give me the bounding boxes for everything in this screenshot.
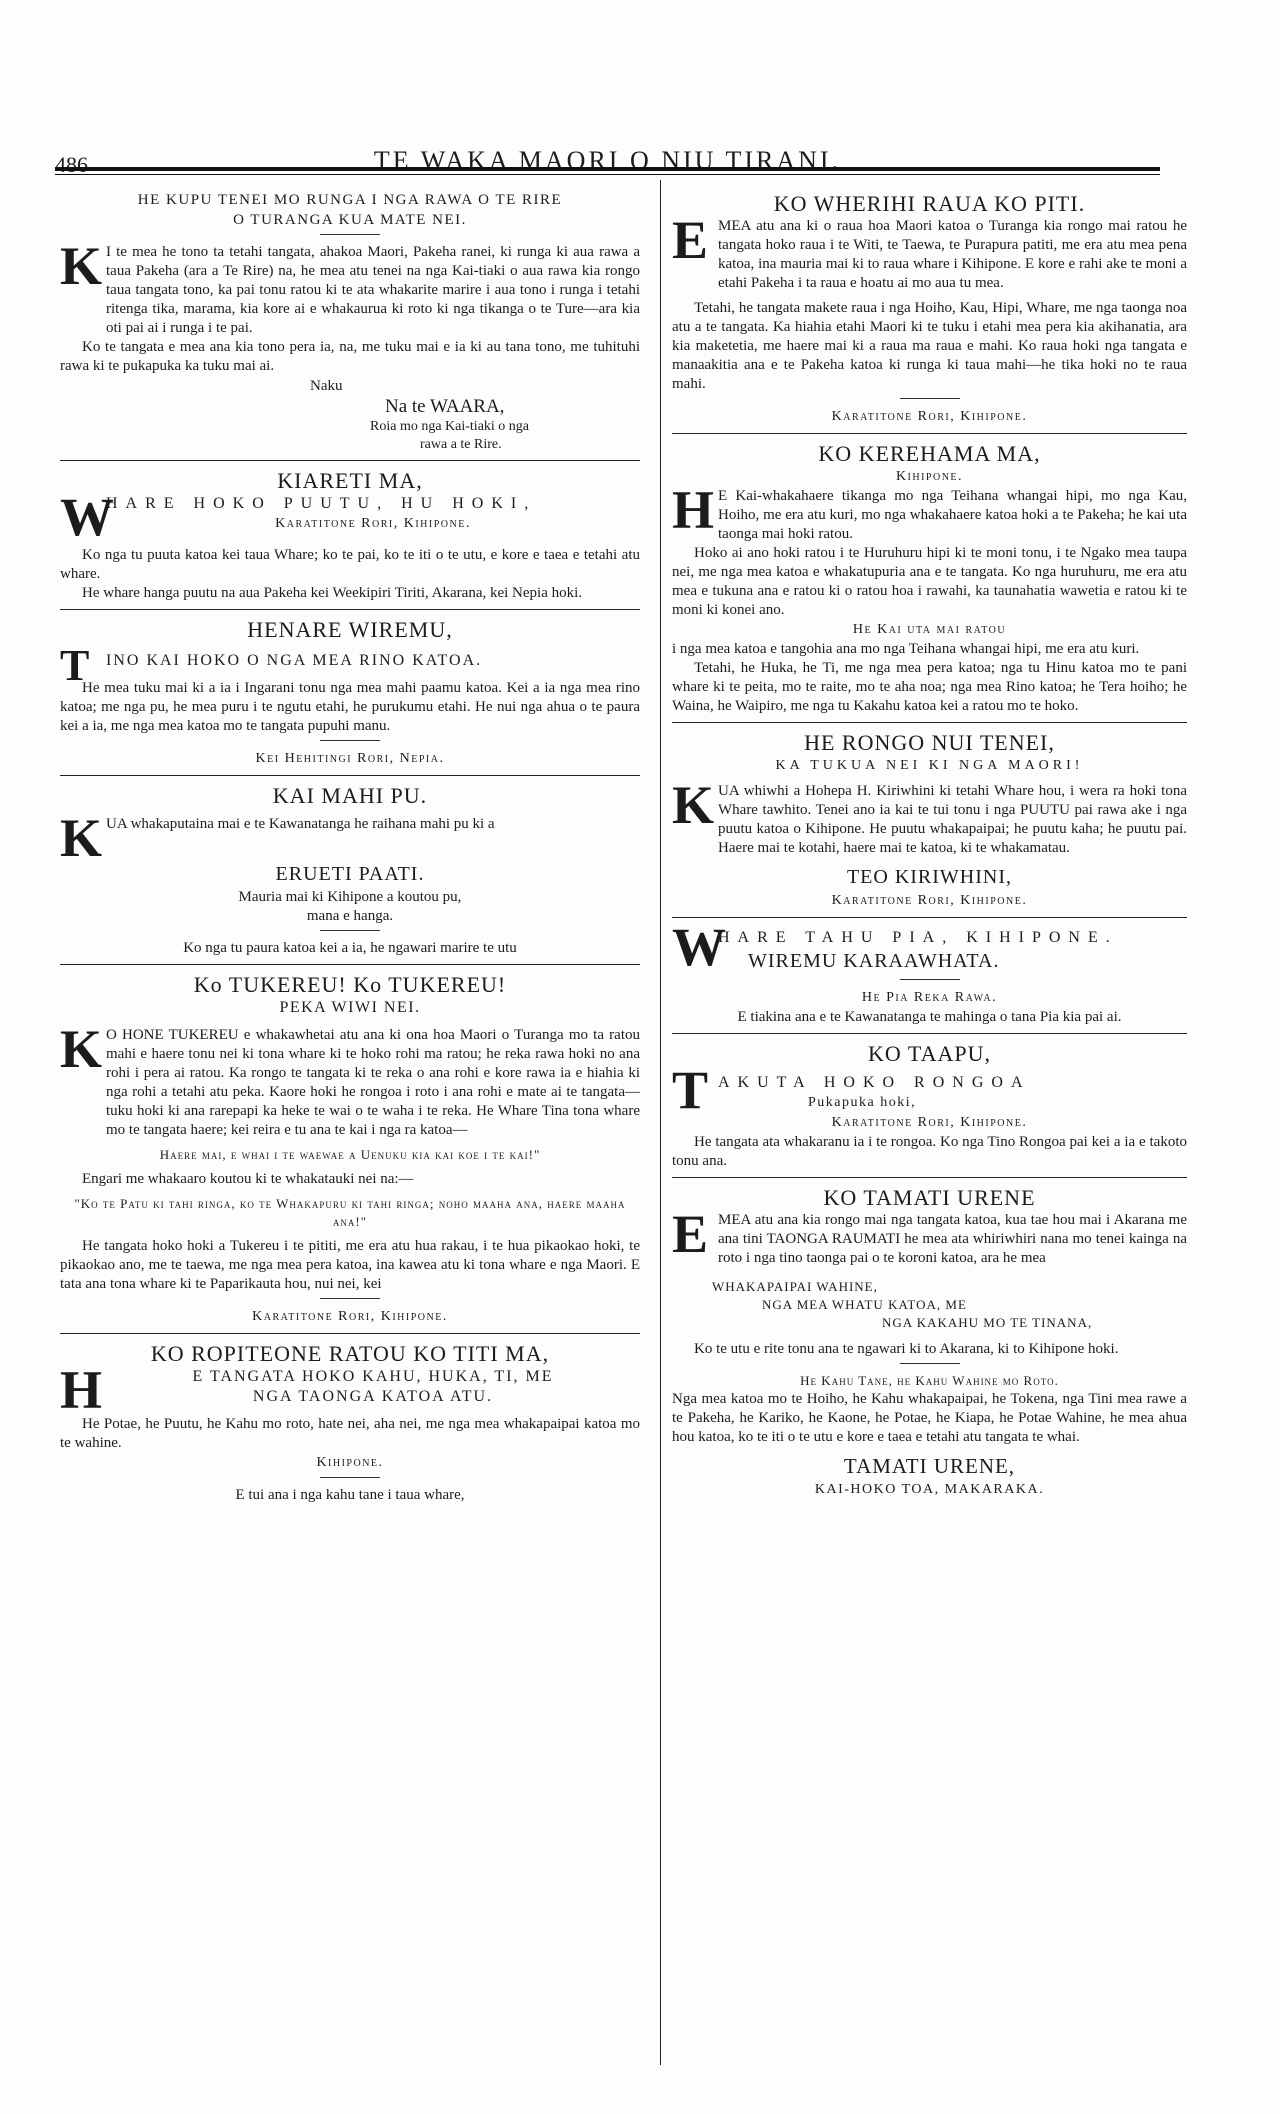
ad-title: KO TAMATI URENE [823,1185,1036,1210]
ad-line-2: NGA TAONGA KATOA ATU. [252,1388,494,1405]
signature-naku: Naku [310,378,343,394]
drop-cap: W [672,917,726,977]
section-separator [60,1333,640,1334]
paragraph: UA whiwhi a Hohepa H. Kiriwhini ki tetahi Whare hou, i wera ra hoki tona Whare tawhito. Tenei ano ia kai te tui tonu i nga PUUTU pai rawa ake i nga puutu katoa o Kihipone. He puutu whakapaipai; he puutu kaha; he puutu pai. Haere mai te kotahi, haere mai te katoa, ki te whakamatau. [718,783,1187,856]
paragraph: He mea tuku mai ki a ia i Ingarani tonu nga mea mahi paamu katoa. Kei a ia nga mea rino katoa; me nga pu, he mea puru i te ngutu etahi, he purukumu etahi. He nui nga ahua o te paura kei a ia, me nga mea katoa mo te tangata pupuhi manu. [60,680,640,734]
ad-title: HENARE WIREMU, [247,617,453,642]
ad-title: HE RONGO NUI TENEI, [804,730,1055,755]
signer-role-2: rawa a te Rire. [420,437,502,452]
divider [320,740,380,741]
goods-line: NGA MEA WHATU KATOA, ME [762,1297,967,1312]
divider [320,1298,380,1299]
ad-address: Karatitone Rori, Kihipone. [831,893,1028,908]
notice-rire [60,190,640,454]
section-separator [672,722,1187,723]
goods-line: NGA KAKAHU MO TE TINANA, [882,1315,1093,1330]
drop-cap: K [60,1019,103,1079]
page-number: 486 [55,152,88,177]
header-rule [55,167,1160,171]
paragraph: Hoko ai ano hoki ratou i te Huruhuru hipi ki te moni tonu, i te Ngako mea taupa nei, me nga mea katoa e whakatupuria ana e te tangata. Ko nga huruhuru, me era atu mea e tukuna ana e ratou ki o ratou hoa i rawahi, ka taunahatia wawetia e ratou ki te moni ki konei ano. [672,545,1187,618]
ad-title: KAI MAHI PU. [272,783,428,808]
paragraph-block [60,808,640,868]
section-separator [60,609,640,610]
paragraph: Ko te tangata e mea ana kia tono pera ia, na, me tuku mai e ia ki au tana tono, me tuhituhi rawa ki te pukapuka ka tuku mai ai. [60,339,640,374]
ad-title: KIARETI MA, [277,468,423,493]
page-header [55,138,1160,178]
section-separator [672,1177,1187,1178]
paragraph-block [60,1019,640,1140]
ad-heading [672,917,1187,977]
column-divider [660,180,661,2065]
paragraph: He whare hanga puutu na aua Pakeha kei Weekipiri Tiriti, Akarana, kei Nepia hoki. [82,585,583,601]
quotation: "Ko te Patu ki tahi ringa, ko te Whakapuru ki tahi ringa; noho maaha ana, haere maaha ana!" [74,1196,626,1229]
notice-title-2: O TURANGA KUA MATE NEI. [233,212,467,228]
ad-whare-tahu-pia [672,917,1187,1027]
ad-taapu [672,1040,1187,1171]
paragraph: MEA atu ana ki o raua hoa Maori katoa o Turanga kia rongo mai ratou he tangata hoko raua i te Witi, te Taewa, te Purapura patiti, me era atu mea pena katoa, ina mauria mai ki to raua whare i Kihipone. E kore e rahi ake te moni a etahi Pakeha i ta raua e hoatu ai mo aua tu mea. [718,218,1187,291]
right-column [672,190,1187,1500]
ad-name: TEO KIRIWHINI, [846,866,1013,888]
paragraph: Ko te utu e rite tonu ana te ngawari ki to Akarana, ki to Kihipone hoki. [694,1341,1119,1357]
signer-role: Roia mo nga Kai-tiaki o nga [370,419,530,434]
paragraph-block [672,775,1187,858]
ad-tamati-urene [672,1184,1187,1500]
ad-sub: Pukapuka hoki, [808,1095,917,1110]
ad-place: Kihipone. [895,469,964,484]
subheading: He Kai uta mai ratou [852,622,1007,637]
paragraph: UA whakaputaina mai e te Kawanatanga he raihana mahi pu ki a [106,816,495,832]
paragraph: MEA atu ana kia rongo mai nga tangata katoa, kua tae hou mai i Akarana me ana tini TAONGA RAUMATI he mea ata whiriwhiri nana mo tenei kainga na roto i nga tino taonga pai o te koroni katoa, ara he mea [718,1212,1187,1266]
ad-title: KO TAAPU, [868,1041,991,1066]
drop-cap: T [672,1060,709,1120]
paragraph-block [672,210,1187,293]
ad-heading [672,1060,1187,1120]
ad-heading [60,487,640,547]
ad-heading [60,1360,640,1420]
ad-rongo-nui [672,729,1187,911]
drop-cap: W [60,487,114,547]
drop-cap: E [672,210,709,270]
paragraph: Ko nga tu puuta katoa kei taua Whare; ko te pai, ko te iti o te utu, e kore e taea e tetahi atu whare. [60,547,640,582]
paragraph: Tetahi, he Huka, he Ti, me nga mea pera katoa; nga tu Hinu katoa mo te pani whare ki te peita, mo te raite, mo te aha noa; nga mea Rino katoa; he Tera hoiho; he Waina, he Waipiro, me nga tu Kakahu katoa kei a ratou mo te hoko. [672,660,1187,714]
ad-place: Kihipone. [316,1455,384,1470]
ad-ropiteone [60,1340,640,1505]
ad-tukereu [60,971,640,1327]
notice-title: HE KUPU TENEI MO RUNGA I NGA RAWA O TE RIRE [137,192,563,208]
ad-subtitle: KA TUKUA NEI KI NGA MAORI! [775,758,1084,773]
paragraph: O HONE TUKEREU e whakawhetai atu ana ki ona hoa Maori o Turanga mo ta ratou mahi e haere tonu nei ki tona whare ki te hoko rohi ma ratou; he reka rawa hoki no ana rohi i pera ai ratou. Ka rongo te tangata ki te reka o ana rohi e kore rawa ia e hiahia ki nga rohi a tetahi atu peka. Kaore hoki he rongoa i roto i ana rohi e mate ai te tangata—tuku hoki ki ana rarepapi ka heke te wai o te waha i te reka. He Whare Tina tona whare mo te tangata haere; kei reira e tu ana te kai i nga ra katoa— [106,1027,640,1138]
ad-title: KO KEREHAMA MA, [818,441,1041,466]
drop-cap: K [60,808,103,868]
ad-address: Karatitone Rori, Kihipone. [252,1309,448,1324]
paragraph: mana e hanga. [306,908,394,924]
ad-title: KO ROPITEONE RATOU KO TITI MA, [150,1341,550,1366]
ad-address: Karatitone Rori, Kihipone. [831,409,1028,424]
paragraph: E tiakina ana e te Kawanatanga te mahinga o tana Pia kia pai ai. [737,1009,1122,1025]
ad-henare [60,616,640,769]
goods-line: WHAKAPAIPAI WAHINE, [712,1279,878,1294]
ad-address: Karatitone Rori, Kihipone. [275,516,471,531]
ad-role: KAI-HOKO TOA, MAKARAKA. [814,1482,1045,1497]
masthead: TE WAKA MAORI O NIU TIRANI. [373,146,842,175]
subheading: He Pia Reka Rawa. [861,990,998,1005]
paragraph: I te mea he tono ta tetahi tangata, ahakoa Maori, Pakeha ranei, ki runga ki aua rawa a taua Pakeha (ara a Te Rire) na, he mea atu tenei na nga Kai-tiaki o aua rawa kia rongo taua tangata tono, ka pai tonu ratou ki te ata whakarite marire i aua tono i runga i tetahi ritenga tika, marama, kia kore ai e whakauruа ki roto ki nga tikanga o te Ture—ara kia oti pai ai i runga i te pai. [106,244,640,336]
quotation: Haere mai, e whai i te waewae a Uenuku kia kai koe i te kai!" [159,1147,541,1162]
paragraph: He Potae, he Puutu, he Kahu mo roto, hate nei, aha nei, me nga mea whakapaipai katoa mo te wahine. [60,1416,640,1451]
section-separator [672,1033,1187,1034]
paragraph-block [672,480,1187,544]
paragraph: Nga mea katoa mo te Hoiho, he Kahu whakapaipai, he Tokena, nga Tini mea rawe a te Pakeha, he Kariko, he Kaone, he Potae, he Kiapa, he Potae Wahine, he mea ahua hou katoa, ko te iti o te utu e kore e taea e tetahi atu tangata te whai. [672,1391,1187,1445]
section-separator [672,917,1187,918]
divider [900,979,960,980]
section-separator [60,775,640,776]
paragraph: Mauria mai ki Kihipone a koutou pu, [238,889,462,905]
drop-cap: K [672,775,715,835]
ad-name: ERUETI PAATI. [275,863,425,885]
divider [900,398,960,399]
signer-name: Na te WAARA, [385,396,505,417]
header-rule-thin [55,174,1160,175]
ad-line: INO KAI HOKO O NGA MEA RINO KATOA. [106,652,483,669]
paragraph: i nga mea katoa e tangohia ana mo nga Teihana whangai hipi, me era atu kuri. [672,641,1140,657]
ad-line: HARE HOKO PUUTU, HU HOKI, [106,495,537,512]
ad-kiareti [60,467,640,603]
paragraph-block [60,236,640,338]
ad-line: E TANGATA HOKO KAHU, HUKA, TI, ME [192,1368,554,1385]
paragraph: E tui ana i nga kahu tane i taua whare, [235,1487,465,1503]
ad-title: Ko TUKEREU! Ko TUKEREU! [193,972,507,997]
ad-address: Karatitone Rori, Kihipone. [831,1115,1028,1130]
divider [320,1477,380,1478]
drop-cap: H [672,480,715,540]
paragraph: He tangata ata whakaranu ia i te rongoa. Ko nga Tino Rongoa pai kei a ia e takoto tonu ana. [672,1134,1187,1169]
ad-wherihi [672,190,1187,427]
ad-title: KO WHERIHI RAUA KO PITI. [773,191,1086,216]
divider [320,234,380,235]
paragraph: Tetahi, he tangata makete raua i nga Hoiho, Kau, Hipi, Whare, me nga taonga noa atu a te tangata. Ka hiahia etahi Maori ki te tuku i etahi mea pera kia akihanatia, ara kia maketetia, me haere mai ki a raua ma raua e mahi. Ko raua hoki nga tangata e manaakitia ana e te Pakeha katoa ki runga ki taua mahi—he tika hoki no te raua mahi. [672,300,1187,392]
drop-cap: K [60,236,103,296]
drop-cap: T [60,641,90,690]
subheading: He Kahu Tane, he Kahu Wahine mo Roto. [800,1373,1059,1388]
ad-line: HARE TAHU PIA, KIHIPONE. [718,929,1118,946]
paragraph: He tangata hoko hoki a Tukereu i te pititi, me era atu hua rakau, i te hua pikaokao hoki, te pikaokao ano, me te taewa, me nga mea pera katoa, ina kawea atu ki tona whare e nga Maori. E tata ana tona whare ki te Paparikauta hou, nui nei, kei [60,1238,640,1292]
paragraph: Engari me whakaaro koutou ki te whakatauki nei na:— [82,1171,414,1187]
ad-kerehama [672,440,1187,716]
divider [320,930,380,931]
section-separator [672,433,1187,434]
drop-cap: H [60,1360,103,1420]
paragraph: Ko nga tu paura katoa kei a ia, he ngawari marire te utu [183,940,517,956]
ad-heading [60,641,640,690]
ad-line: AKUTA HOKO RONGOA [718,1074,1031,1091]
divider [900,1363,960,1364]
ad-kai-mahi-pu [60,782,640,958]
section-separator [60,460,640,461]
ad-address: Kei Hehitingi Rori, Nepia. [255,751,445,766]
paragraph: E Kai-whakahaere tikanga mo nga Teihana whangai hipi, mo nga Kau, Hoiho, me era atu kuri, mo nga whakahaere katoa hoki a te Pakeha; he kai uta taonga mai hoki ratou. [718,488,1187,542]
ad-name: TAMATI URENE, [843,1454,1016,1478]
drop-cap: E [672,1204,709,1264]
ad-subtitle: PEKA WIWI NEI. [279,999,421,1016]
section-separator [60,964,640,965]
left-column [60,190,640,1505]
paragraph-block [672,1204,1187,1268]
ad-name: WIREMU KARAAWHATA. [748,950,1000,972]
